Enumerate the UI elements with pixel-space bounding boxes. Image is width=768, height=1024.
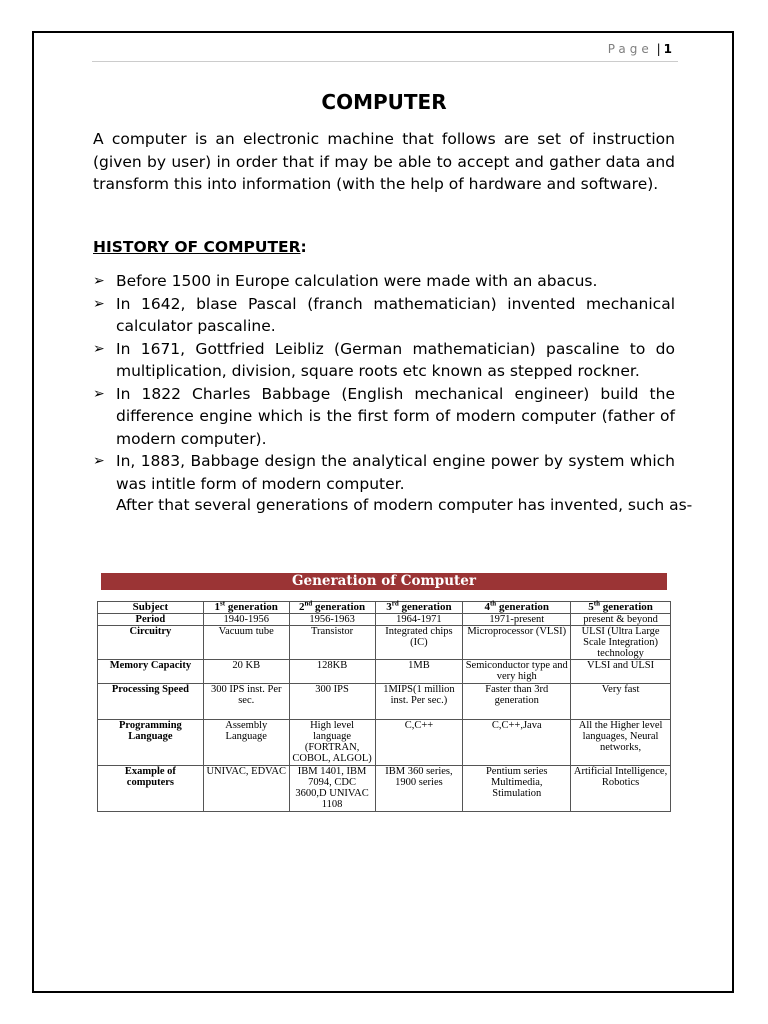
table-cell: Transistor xyxy=(289,626,375,660)
table-cell: Semiconductor type and very high xyxy=(463,660,571,684)
table-cell: 20 KB xyxy=(203,660,289,684)
arrow-bullet-icon: ➢ xyxy=(93,385,105,402)
table-cell: Vacuum tube xyxy=(203,626,289,660)
column-header: 5th generation xyxy=(571,602,671,614)
intro-paragraph: A computer is an electronic machine that follows are set of instruction (given by user) in order that if may be able to accept and gather data and transform this into information (with the help of hardware and software). xyxy=(93,130,675,193)
list-item-text: Before 1500 in Europe calculation were made with an abacus. xyxy=(116,272,598,290)
table-cell: Artificial Intelligence, Robotics xyxy=(571,766,671,812)
list-item-text: In 1671, Gottfried Leibliz (German mathematician) pascaline to do multiplication, division, square roots etc known as stepped rockner. xyxy=(116,339,675,380)
table-cell: UNIVAC, EDVAC xyxy=(203,766,289,812)
table-title-banner: Generation of Computer xyxy=(101,573,667,590)
list-item xyxy=(93,338,675,383)
history-bullet-list xyxy=(93,270,675,495)
table-cell: 1956-1963 xyxy=(289,614,375,626)
page-number: 1 xyxy=(663,42,672,56)
document-title: COMPUTER xyxy=(321,90,447,114)
list-item xyxy=(93,270,675,293)
table-header-row xyxy=(98,602,671,614)
table-row xyxy=(98,626,671,660)
table-cell: 1940-1956 xyxy=(203,614,289,626)
table-cell: IBM 1401, IBM 7094, CDC 3600,D UNIVAC 1108 xyxy=(289,766,375,812)
row-label: Circuitry xyxy=(98,626,204,660)
row-label: Period xyxy=(98,614,204,626)
table-cell: VLSI and ULSI xyxy=(571,660,671,684)
list-item-text: In 1822 Charles Babbage (English mechanical engineer) build the difference engine which is the first form of modern computer (father of modern computer). xyxy=(116,384,675,448)
generation-table xyxy=(97,601,671,812)
table-cell: 1MB xyxy=(375,660,463,684)
row-label: Example of computers xyxy=(98,766,204,812)
table-cell: High level language (FORTRAN, COBOL, ALGOL) xyxy=(289,720,375,766)
arrow-bullet-icon: ➢ xyxy=(93,453,105,469)
table-cell: IBM 360 series, 1900 series xyxy=(375,766,463,812)
history-heading xyxy=(93,238,307,256)
arrow-bullet-icon: ➢ xyxy=(93,273,105,289)
table-cell: Very fast xyxy=(571,684,671,720)
table-cell: Integrated chips (IC) xyxy=(375,626,463,660)
row-label: Programming Language xyxy=(98,720,204,766)
arrow-bullet-icon: ➢ xyxy=(93,340,105,357)
table-cell: 1964-1971 xyxy=(375,614,463,626)
table-row xyxy=(98,614,671,626)
table-row xyxy=(98,660,671,684)
table-cell: Microprocessor (VLSI) xyxy=(463,626,571,660)
list-item xyxy=(93,383,675,451)
table-cell: 128KB xyxy=(289,660,375,684)
column-header: 1st generation xyxy=(203,602,289,614)
history-heading-suffix: : xyxy=(300,238,307,256)
column-header: 4th generation xyxy=(463,602,571,614)
table-cell: Pentium series Multimedia, Stimulation xyxy=(463,766,571,812)
table-cell: All the Higher level languages, Neural networks, xyxy=(571,720,671,766)
list-item-text: In, 1883, Babbage design the analytical engine power by system which was intitle form of modern computer. xyxy=(116,452,675,493)
list-item xyxy=(93,293,675,338)
table-cell: present & beyond xyxy=(571,614,671,626)
table-cell: 300 IPS xyxy=(289,684,375,720)
column-header: 3rd generation xyxy=(375,602,463,614)
column-header: 2nd generation xyxy=(289,602,375,614)
table-cell: Faster than 3rd generation xyxy=(463,684,571,720)
generations-intro: After that several generations of modern computer has invented, such as- xyxy=(116,496,693,514)
row-label: Memory Capacity xyxy=(98,660,204,684)
table-cell: 1971-present xyxy=(463,614,571,626)
page-header xyxy=(92,42,678,62)
page-label: Page xyxy=(607,42,653,56)
table-cell: C,C++ xyxy=(375,720,463,766)
table-cell: C,C++,Java xyxy=(463,720,571,766)
list-item-text: In 1642, blase Pascal (franch mathematician) invented mechanical calculator pascaline. xyxy=(116,294,675,335)
page-separator: | xyxy=(656,42,661,56)
table-cell: 1MIPS(1 million inst. Per sec.) xyxy=(375,684,463,720)
table-cell: ULSI (Ultra Large Scale Integration) technology xyxy=(571,626,671,660)
arrow-bullet-icon: ➢ xyxy=(93,295,105,312)
row-label: Processing Speed xyxy=(98,684,204,720)
column-header: Subject xyxy=(98,602,204,614)
history-heading-text: HISTORY OF COMPUTER xyxy=(93,238,301,256)
list-item xyxy=(93,450,675,495)
table-cell: 300 IPS inst. Per sec. xyxy=(203,684,289,720)
table-row xyxy=(98,766,671,812)
table-row xyxy=(98,684,671,720)
table-cell: Assembly Language xyxy=(203,720,289,766)
table-row xyxy=(98,720,671,766)
